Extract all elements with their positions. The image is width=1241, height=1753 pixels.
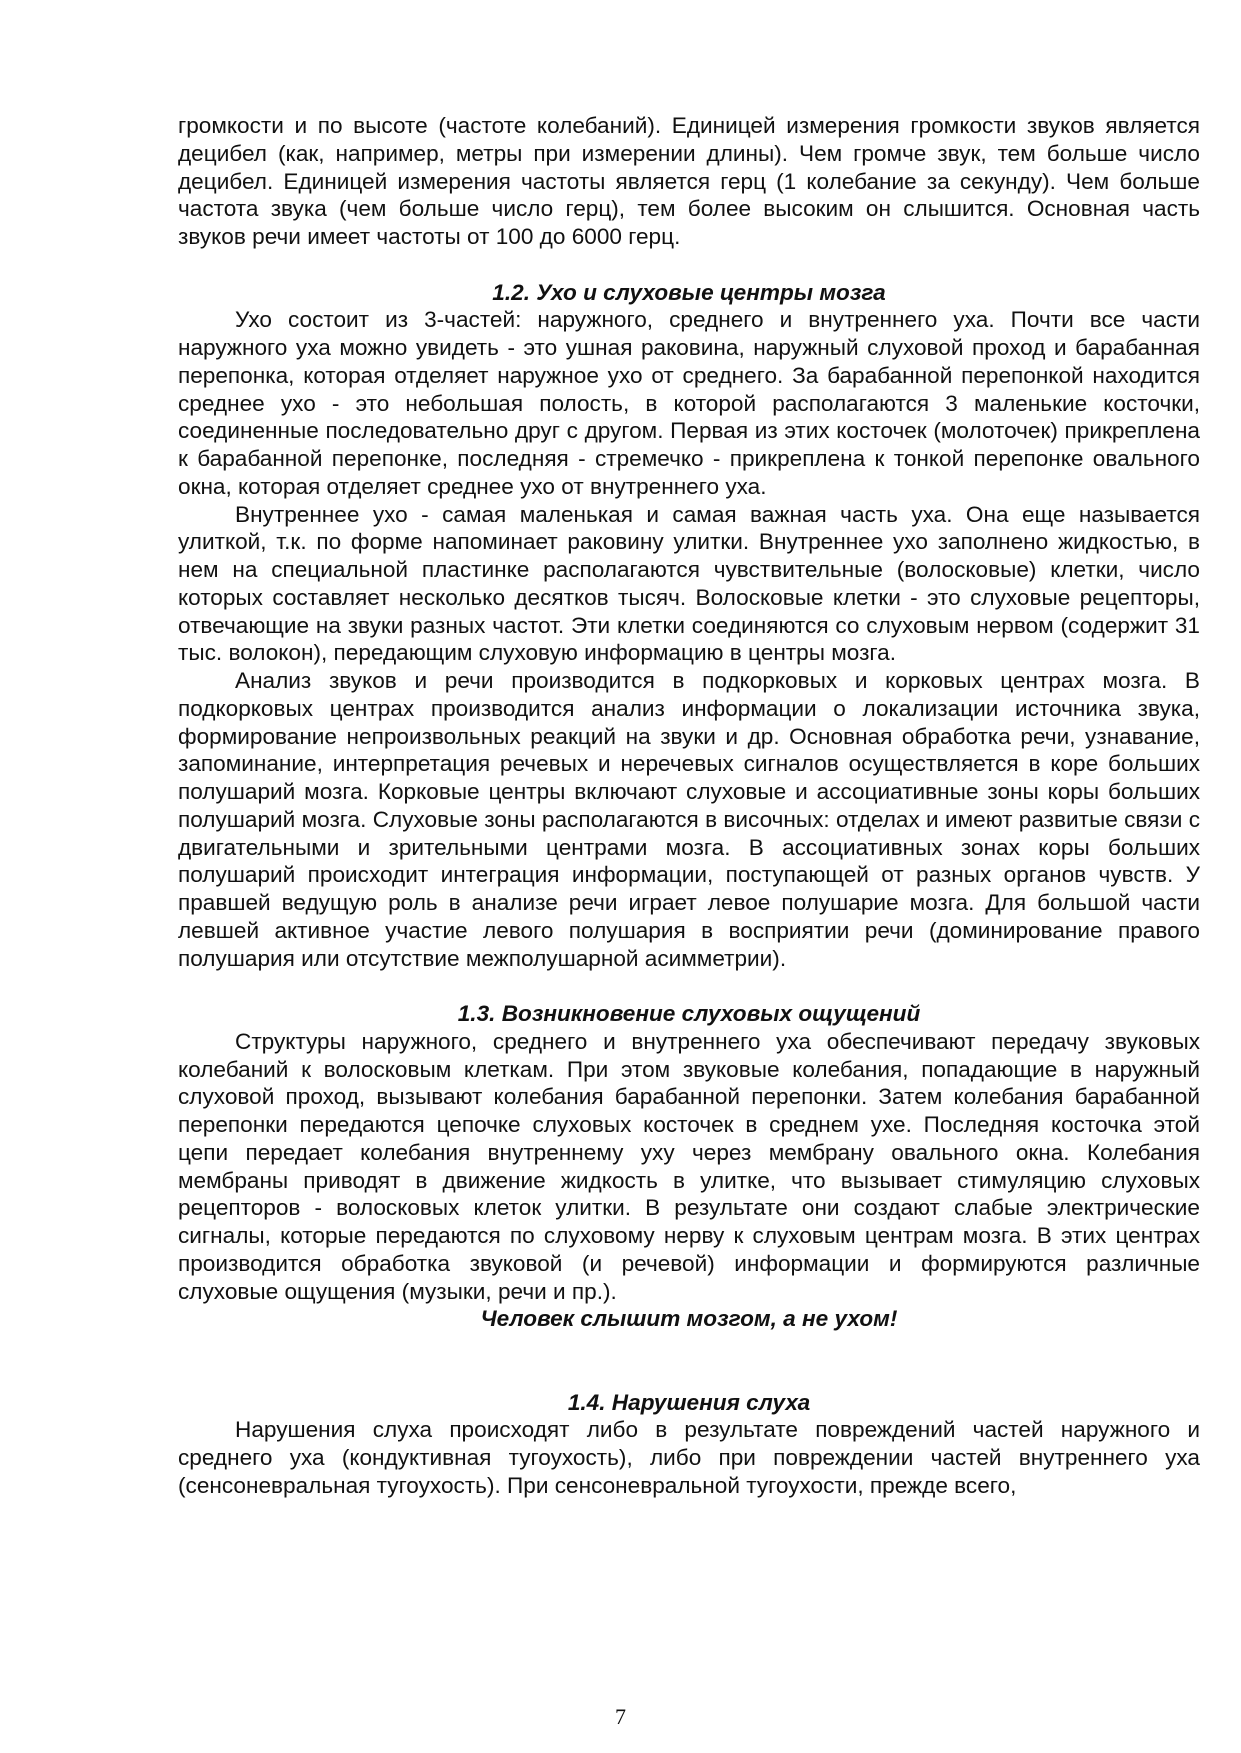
section-heading: 1.4. Нарушения слуха [567, 1389, 811, 1415]
paragraph-brain-analysis: Анализ звуков и речи производится в подкорковых и корковых центрах мозга. В подкорковых центрах производится анализ информации о локализации источника звука, формирование непроизвольных реакций на звуки и др. Основная обработка речи, узнавание, запоминание, интерпретация речевых и неречевых сигналов осуществляется в коре больших полушарий мозга. Корковые центры включают слуховые и ассоциативные зоны коры больших полушарий мозга. Слуховые зоны располагаются в височных: отделах и имеют развитые связи с двигательными и зрительными центрами мозга. В ассоциативных зонах коры больших полушарий происходит интеграция информации, поступающей от разных органов чувств. У правшей ведущую роль в анализе речи играет левое полушарие мозга. Для большой части левшей активное участие левого полушария в восприятии речи (доминирование правого полушария или отсутствие межполушарной асимметрии). [178, 668, 1200, 971]
paragraph-hearing-loss-types: Нарушения слуха происходят либо в результате повреждений частей наружного и среднего уха (кондуктивная тугоухость), либо при повреждении частей внутреннего уха (сенсоневральная тугоухость). При сенсоневральной тугоухости, прежде всего, [178, 1417, 1200, 1498]
section-hearing-impairment [178, 1389, 1200, 1500]
page-number: 7 [615, 1704, 626, 1729]
section-auditory-sensations [178, 1000, 1200, 1333]
paragraph-ear-structure: Ухо состоит из 3-частей: наружного, среднего и внутреннего уха. Почти все части наружного уха можно увидеть - это ушная раковина, наружный слуховой проход и барабанная перепонка, которая отделяет наружное ухо от среднего. За барабанной перепонкой находится среднее ухо - это небольшая полость, в которой располагаются 3 маленькие косточки, соединенные последовательно друг с другом. Первая из этих косточек (молоточек) прикреплена к барабанной перепонке, последняя - стремечко - прикреплена к тонкой перепонке овального окна, которая отделяет среднее ухо от внутреннего уха. [178, 307, 1200, 499]
section-heading: 1.3. Возникновение слуховых ощущений [457, 1001, 921, 1026]
paragraph-sound-transmission: Структуры наружного, среднего и внутреннего уха обеспечивают передачу звуковых колебаний к волосковым клеткам. При этом звуковые колебания, попадающие в наружный слуховой проход, вызывают колебания барабанной перепонки. Затем колебания барабанной перепонки передаются цепочке слуховых косточек в среднем ухе. Последняя косточка этой цепи передает колебания внутреннему уху через мембрану овального окна. Колебания мембраны приводят в движение жидкость в улитке, что вызывает стимуляцию слуховых рецепторов - волосковых клеток улитки. В результате они создают слабые электрические сигналы, которые передаются по слуховому нерву к слуховым центрам мозга. В этих центрах производится обработка звуковой (и речевой) информации и формируются различные слуховые ощущения (музыки, речи и пр.). [178, 1028, 1200, 1304]
spacer [178, 251, 1200, 279]
intro-paragraph: громкости и по высоте (частоте колебаний). Единицей измерения громкости звуков является децибел (как, например, метры при измерении длины). Чем громче звук, тем больше число децибел. Единицей измерения частоты является герц (1 колебание за секунду). Чем больше частота звука (чем больше число герц), тем более высоким он слышится. Основная часть звуков речи имеет частоты от 100 до 6000 герц. [178, 113, 1200, 249]
spacer [178, 1333, 1200, 1389]
paragraph-inner-ear: Внутреннее ухо - самая маленькая и самая важная часть уха. Она еще называется улиткой, т.к. по форме напоминает раковину улитки. Внутреннее ухо заполнено жидкостью, в нем на специальной пластинке располагаются чувствительные (волосковые) клетки, число которых составляет несколько десятков тысяч. Волосковые клетки - это слуховые рецепторы, отвечающие на звуки разных частот. Эти клетки соединяются со слуховым нервом (содержит 31 тыс. волокон), передающим слуховую информацию в центры мозга. [178, 501, 1200, 666]
section-heading: 1.2. Ухо и слуховые центры мозга [492, 279, 886, 305]
section-ear-and-hearing-centers [178, 279, 1200, 973]
spacer [178, 972, 1200, 1000]
slogan: Человек слышит мозгом, а не ухом! [480, 1306, 898, 1332]
document-page [178, 112, 1200, 1500]
